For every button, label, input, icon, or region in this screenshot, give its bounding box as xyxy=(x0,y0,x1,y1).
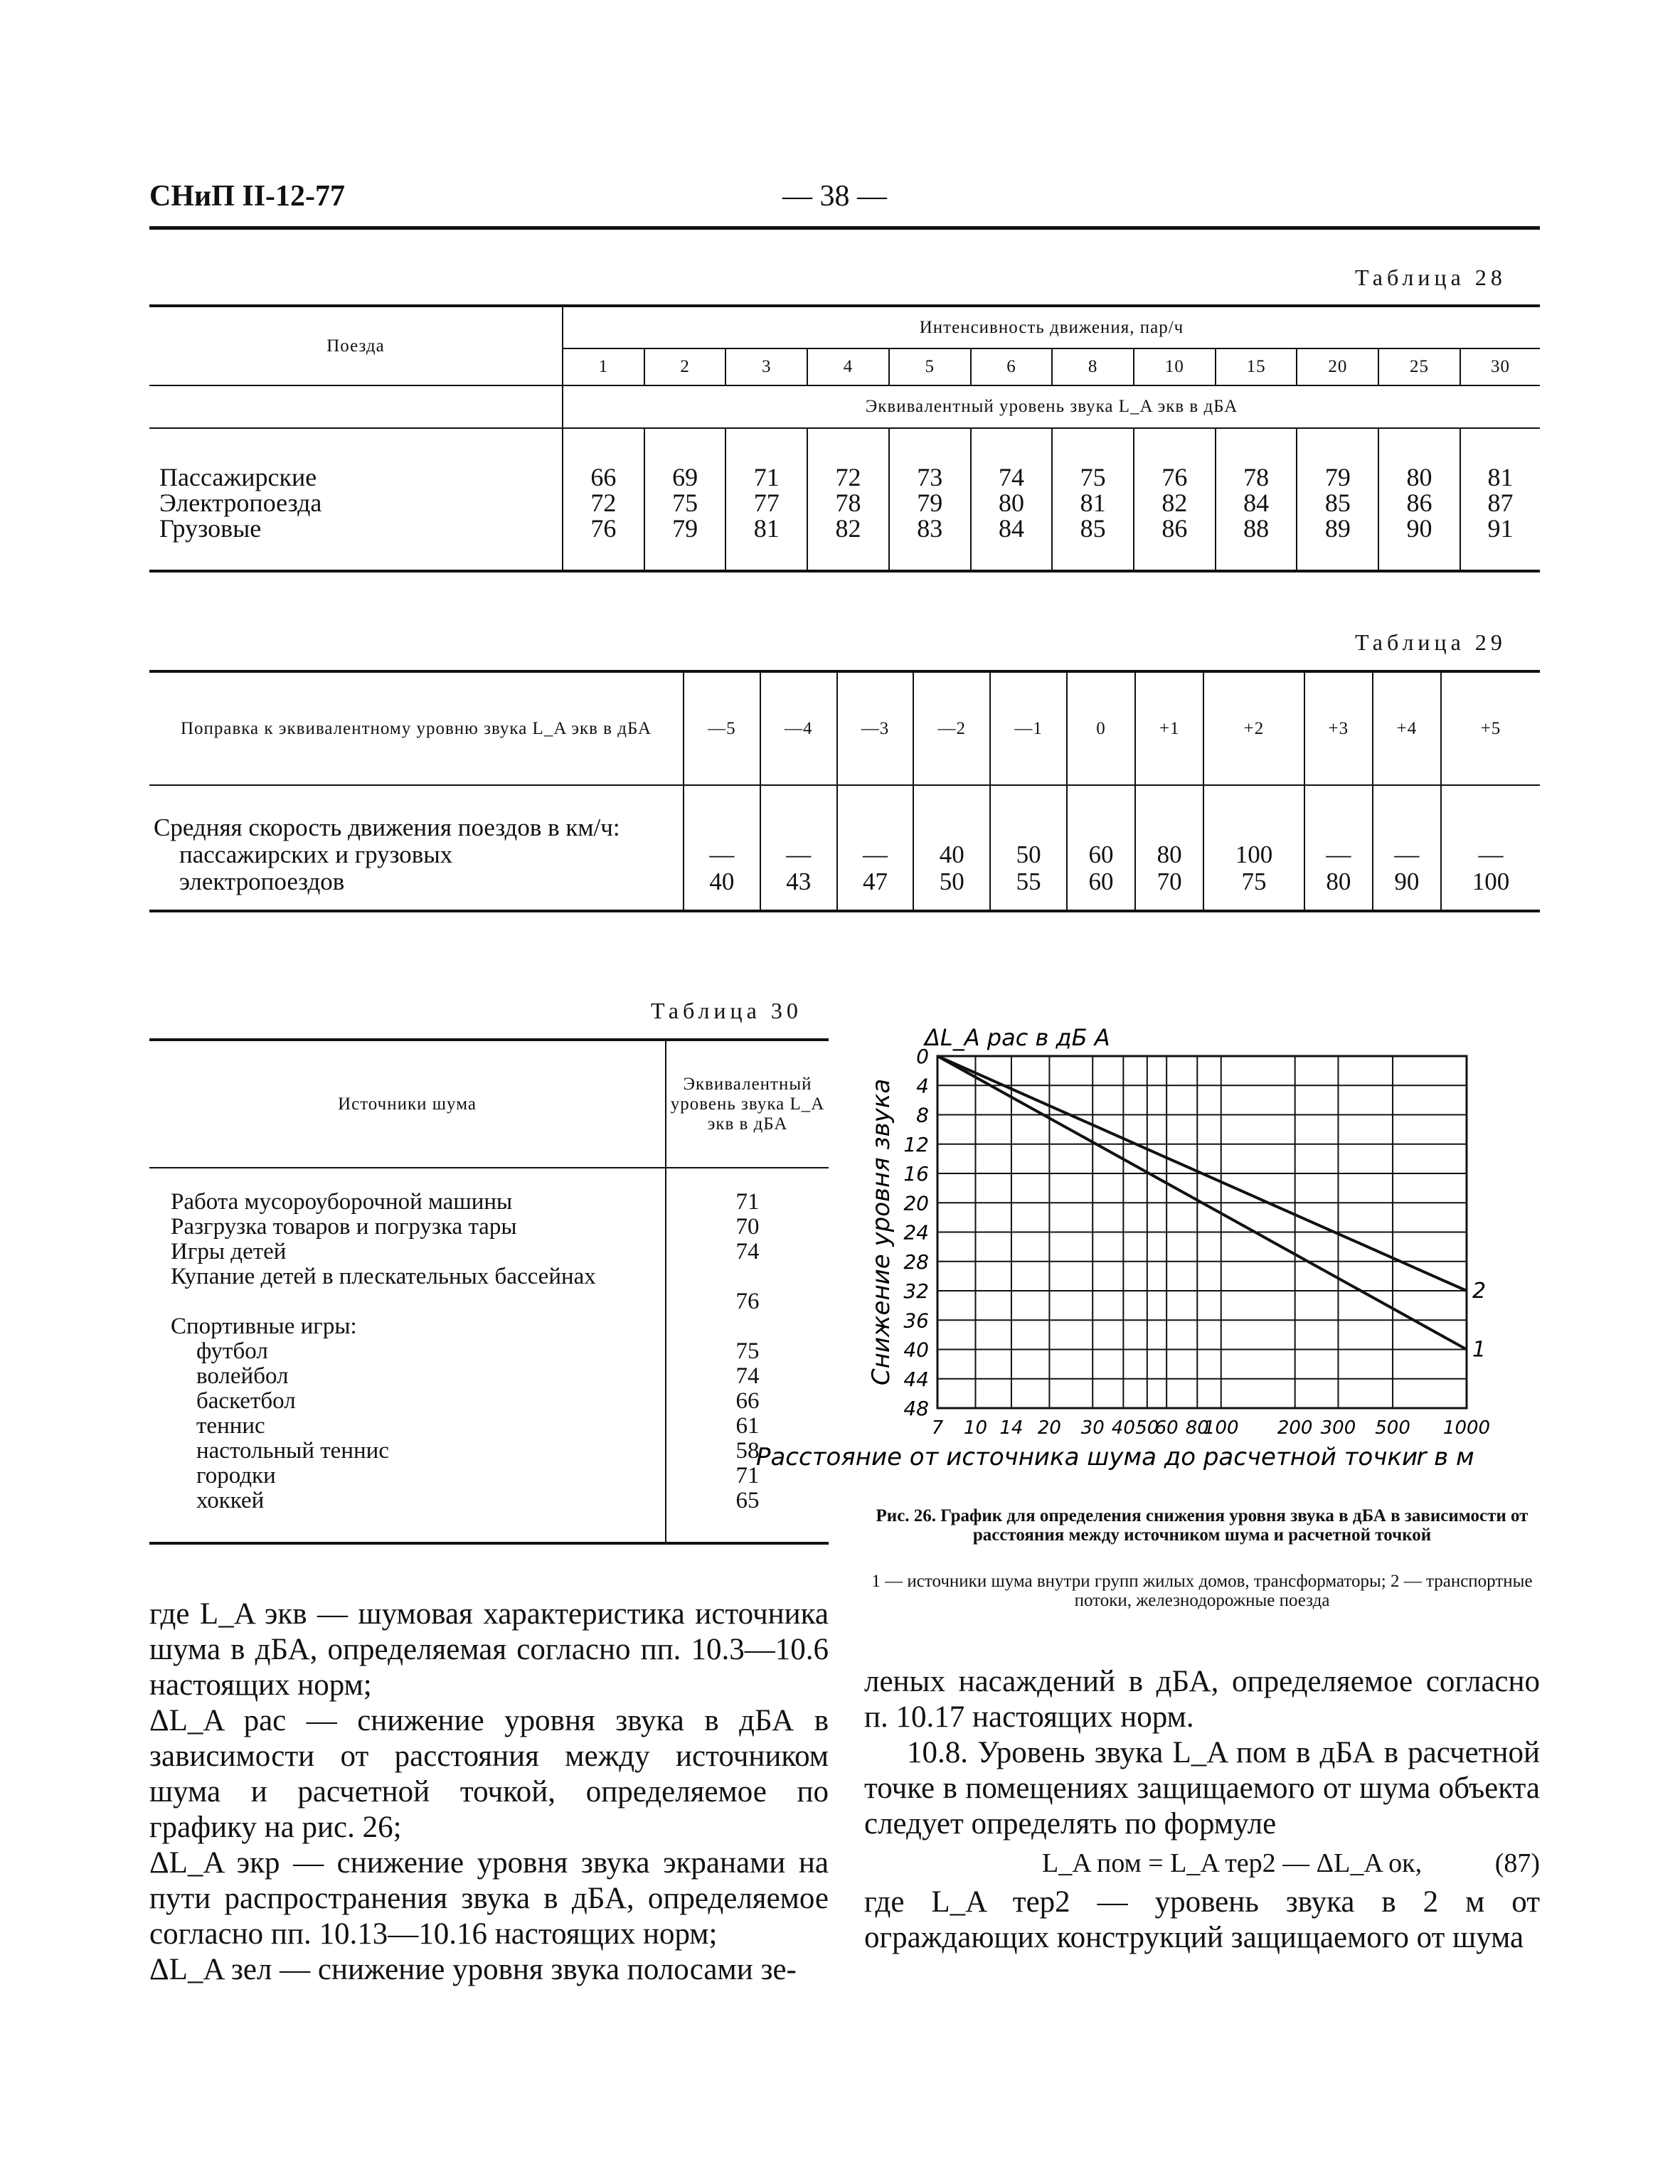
y-tick-label: 28 xyxy=(903,1250,929,1274)
t29-cell: — xyxy=(1326,841,1351,868)
t28-cell: 80 xyxy=(998,489,1024,517)
t29-col-header: —1 xyxy=(990,671,1067,785)
t29-cell: 47 xyxy=(862,868,888,895)
t30-row-value: 58 xyxy=(735,1438,760,1464)
t29-cell: 100 xyxy=(1472,868,1510,895)
t29-row-name: пассажирских и грузовых xyxy=(179,841,453,868)
t30-row-value: 75 xyxy=(735,1338,760,1364)
t29-cell: 90 xyxy=(1394,868,1420,895)
y-tick-label: 48 xyxy=(903,1397,929,1420)
t29-col-header: —2 xyxy=(913,671,990,785)
t28-cell: 78 xyxy=(835,489,861,517)
t30-row-value xyxy=(666,1314,829,1339)
t30-row-name: городки xyxy=(196,1463,276,1488)
t30-row-name: Разгрузка товаров и погрузка тары xyxy=(171,1214,517,1240)
t28-cell: 86 xyxy=(1161,514,1188,543)
t29-cell: 40 xyxy=(939,841,964,868)
t29-col-header: +3 xyxy=(1304,671,1373,785)
x-tick-label: 14 xyxy=(999,1417,1024,1439)
table-28 xyxy=(149,304,1540,572)
t28-cell: 81 xyxy=(1487,463,1514,491)
t29-col0-header: Поправка к эквивалентному уровню звука L_A экв в дБА xyxy=(149,671,684,785)
t30-row-value: 71 xyxy=(735,1189,760,1215)
t30-row-value: 65 xyxy=(735,1488,760,1513)
t29-cell: — xyxy=(1478,841,1504,868)
x-tick-label: 10 xyxy=(963,1417,988,1439)
t30-row-value: 61 xyxy=(735,1413,760,1439)
t30-row-value: 70 xyxy=(735,1214,760,1240)
x-tick-label: 30 xyxy=(1080,1417,1105,1439)
t29-cell: 60 xyxy=(1088,868,1114,895)
y-tick-label: 16 xyxy=(903,1162,929,1186)
x-tick-label: 40 xyxy=(1111,1417,1135,1439)
t28-row-name: Электропоезда xyxy=(159,489,322,517)
t28-cell: 86 xyxy=(1406,489,1432,517)
t28-row-name: Пассажирские xyxy=(159,463,317,491)
t28-col-header: 6 xyxy=(971,348,1053,385)
t28-cell: 81 xyxy=(1080,489,1106,517)
t29-cell: 40 xyxy=(709,868,735,895)
t28-cell: 82 xyxy=(1161,489,1188,517)
header-rule xyxy=(149,226,1540,230)
t28-cell: 71 xyxy=(753,463,780,491)
t29-row-title: Средняя скорость движения поездов в км/ч: xyxy=(154,814,620,841)
t28-cell: 72 xyxy=(590,489,617,517)
t28-cell: 83 xyxy=(917,514,943,543)
series-label-2: 2 xyxy=(1472,1279,1487,1304)
x-tick-label: 500 xyxy=(1375,1417,1410,1439)
table-29-caption: Таблица 29 xyxy=(1355,629,1506,655)
t30-row-name: Купание детей в плескательных бассейнах xyxy=(171,1264,596,1289)
t28-col-header: 20 xyxy=(1297,348,1378,385)
t28-cell: 79 xyxy=(672,514,698,543)
t30-row-name: футбол xyxy=(196,1338,268,1364)
y-tick-label: 40 xyxy=(903,1338,929,1362)
t29-cell: 50 xyxy=(1016,841,1041,868)
document-code: СНиП II-12-77 xyxy=(149,180,346,213)
right-column xyxy=(864,1664,1540,1956)
t28-cell: 76 xyxy=(590,514,617,543)
x-tick-label: 60 xyxy=(1154,1417,1179,1439)
t29-cell: 70 xyxy=(1157,868,1182,895)
t28-cell: 72 xyxy=(835,463,861,491)
definition-la-ekv: где L_A экв — шумовая характеристика источника шума в дБА, определяемая согласно пп. 10.3—10.6 настоящих норм; xyxy=(149,1597,829,1702)
paragraph-10-8: 10.8. Уровень звука L_A пом в дБА в расчетной точке в помещениях защищаемого от шума объекта следует определять по формуле xyxy=(864,1736,1540,1841)
t28-cell: 66 xyxy=(590,463,617,491)
t28-cell: 82 xyxy=(835,514,861,543)
x-tick-label: 100 xyxy=(1203,1417,1239,1439)
t30-row-value: 71 xyxy=(735,1463,760,1488)
t28-cell: 77 xyxy=(753,489,780,517)
t29-col-header: +5 xyxy=(1441,671,1540,785)
figure-legend: 1 — источники шума внутри групп жилых домов, трансформаторы; 2 — транспортные потоки, железнодорожные поезда xyxy=(871,1572,1533,1610)
t28-cell: 87 xyxy=(1487,489,1514,517)
x-tick-label: 7 xyxy=(931,1417,944,1439)
t29-cell: 75 xyxy=(1241,868,1267,895)
t28-cell: 85 xyxy=(1080,514,1106,543)
t29-cell: 50 xyxy=(939,868,964,895)
t29-col-header: +4 xyxy=(1373,671,1441,785)
t29-col-header: —5 xyxy=(684,671,760,785)
chart-svg xyxy=(755,996,1543,1493)
formula-87: L_A пом = L_A тер2 — ΔL_A ок, xyxy=(1042,1848,1423,1878)
table-30-caption: Таблица 30 xyxy=(651,998,802,1023)
t28-cell: 91 xyxy=(1487,514,1514,543)
paragraph-la-ter: где L_A тер2 — уровень звука в 2 м от ограждающих конструкций защищаемого от шума xyxy=(864,1885,1540,1954)
t30-row-value: 66 xyxy=(735,1388,760,1414)
x-tick-label: 80 xyxy=(1185,1417,1209,1439)
t28-col-header: 10 xyxy=(1134,348,1216,385)
t29-col-header: —4 xyxy=(760,671,837,785)
y-tick-label: 20 xyxy=(903,1191,929,1215)
t28-cell: 80 xyxy=(1406,463,1432,491)
table-30 xyxy=(149,1038,829,1545)
t28-cell: 78 xyxy=(1243,463,1270,491)
t29-col-header: +1 xyxy=(1135,671,1203,785)
t28-cell: 75 xyxy=(1080,463,1106,491)
t29-row-name: электропоездов xyxy=(179,868,345,895)
t28-cell: 84 xyxy=(1243,489,1270,517)
x-tick-label: 1000 xyxy=(1442,1417,1491,1439)
definition-dla-ras: ΔL_A рас — снижение уровня звука в дБА в зависимости от расстояния между источником шума и расчетной точкой, определяемое по графику на рис. 26; xyxy=(149,1704,829,1844)
t28-col-header: 8 xyxy=(1052,348,1134,385)
t28-col0-header: Поезда xyxy=(149,306,563,385)
t29-col-header: 0 xyxy=(1067,671,1135,785)
t30-row-name: Игры детей xyxy=(171,1239,287,1264)
table-29 xyxy=(149,670,1540,912)
y-tick-label: 24 xyxy=(903,1220,929,1245)
x-tick-label: 50 xyxy=(1135,1417,1159,1439)
t29-cell: — xyxy=(1394,841,1420,868)
t29-cell: 55 xyxy=(1016,868,1041,895)
t30-row-value: 76 xyxy=(735,1289,760,1314)
page-number: — 38 — xyxy=(782,180,887,213)
t30-row-name: настольный теннис xyxy=(196,1438,389,1464)
y-tick-label: 32 xyxy=(903,1279,929,1303)
y-tick-label: 8 xyxy=(916,1103,929,1127)
t29-cell: — xyxy=(786,841,812,868)
t28-cell: 74 xyxy=(998,463,1024,491)
figure-26 xyxy=(755,996,1543,1493)
t30-row-value: 74 xyxy=(735,1363,760,1389)
t28-cell: 79 xyxy=(917,489,943,517)
y-tick-label: 12 xyxy=(903,1132,929,1156)
series-label-1: 1 xyxy=(1472,1337,1487,1363)
x-tick-label: 200 xyxy=(1277,1417,1313,1439)
t29-cell: 100 xyxy=(1235,841,1273,868)
t28-cell: 88 xyxy=(1243,514,1270,543)
y-axis-top-label: ΔL_A рас в дБ А xyxy=(925,1024,1110,1051)
t30-row-name: баскетбол xyxy=(196,1388,296,1414)
t30-row-name: хоккей xyxy=(196,1488,265,1513)
y-tick-label: 4 xyxy=(916,1074,929,1098)
formula-number: (87) xyxy=(1494,1848,1540,1878)
t28-cell: 73 xyxy=(917,463,943,491)
x-axis-unit: r в м xyxy=(1416,1443,1474,1471)
table-28-caption: Таблица 28 xyxy=(1355,265,1506,290)
t29-cell: 80 xyxy=(1326,868,1351,895)
t30-row-name: Работа мусороуборочной машины xyxy=(171,1189,513,1215)
t29-cell: 60 xyxy=(1088,841,1114,868)
t28-cell: 79 xyxy=(1324,463,1351,491)
t29-cell: — xyxy=(862,841,888,868)
t28-col-header: 3 xyxy=(725,348,807,385)
y-tick-label: 36 xyxy=(903,1309,929,1333)
x-tick-label: 20 xyxy=(1037,1417,1061,1439)
t28-cell: 69 xyxy=(672,463,698,491)
t28-col-header: 15 xyxy=(1216,348,1297,385)
t28-cell: 75 xyxy=(672,489,698,517)
t29-cell: 80 xyxy=(1157,841,1182,868)
formula-row xyxy=(864,1842,1540,1885)
t29-cell: — xyxy=(709,841,735,868)
t29-col-header: +2 xyxy=(1203,671,1304,785)
t28-row-name: Грузовые xyxy=(159,514,262,543)
t28-cell: 76 xyxy=(1161,463,1188,491)
t30-row-name: теннис xyxy=(196,1413,265,1439)
t28-cell: 90 xyxy=(1406,514,1432,543)
y-axis-label: Снижение уровня звука xyxy=(867,1078,895,1386)
left-column xyxy=(149,1597,829,1988)
definition-dla-ekr: ΔL_A экр — снижение уровня звука экранами на пути распространения звука в дБА, определяемое согласно пп. 10.13—10.16 настоящих норм; xyxy=(149,1846,829,1951)
t29-cell: 43 xyxy=(786,868,812,895)
t28-col-header: 5 xyxy=(889,348,971,385)
t28-cell: 84 xyxy=(998,514,1024,543)
t28-cell: 89 xyxy=(1324,514,1351,543)
t30-row-value: 74 xyxy=(735,1239,760,1264)
y-tick-label: 44 xyxy=(903,1367,929,1391)
x-tick-label: 300 xyxy=(1320,1417,1356,1439)
t28-cell: 81 xyxy=(753,514,780,543)
paragraph-continuation: леных насаждений в дБА, определяемое согласно п. 10.17 настоящих норм. xyxy=(864,1665,1540,1734)
figure-caption: Рис. 26. График для определения снижения уровня звука в дБА в зависимости от расстояния между источником шума и расчетной точкой xyxy=(876,1506,1529,1545)
t28-col-header: 30 xyxy=(1460,348,1540,385)
t28-cell: 85 xyxy=(1324,489,1351,517)
t28-group-header: Интенсивность движения, пар/ч xyxy=(563,306,1540,348)
t30-row-name: волейбол xyxy=(196,1363,289,1389)
definition-dla-zel: ΔL_A зел — снижение уровня звука полосами зе- xyxy=(149,1953,797,1986)
x-axis-label: Расстояние от источника шума до расчетной точки xyxy=(755,1443,1418,1471)
t28-col-header: 1 xyxy=(563,348,644,385)
t28-sub-header: Эквивалентный уровень звука L_A экв в дБА xyxy=(563,385,1540,428)
t28-col-header: 2 xyxy=(644,348,726,385)
t30-col0-header: Источники шума xyxy=(149,1040,666,1168)
t29-col-header: —3 xyxy=(837,671,914,785)
t28-col-header: 25 xyxy=(1378,348,1460,385)
t30-col1-header: Эквивалентный уровень звука L_A экв в дБА xyxy=(666,1040,829,1168)
t30-row-name: Спортивные игры: xyxy=(171,1314,357,1339)
y-tick-label: 0 xyxy=(916,1045,929,1068)
t28-col-header: 4 xyxy=(807,348,889,385)
